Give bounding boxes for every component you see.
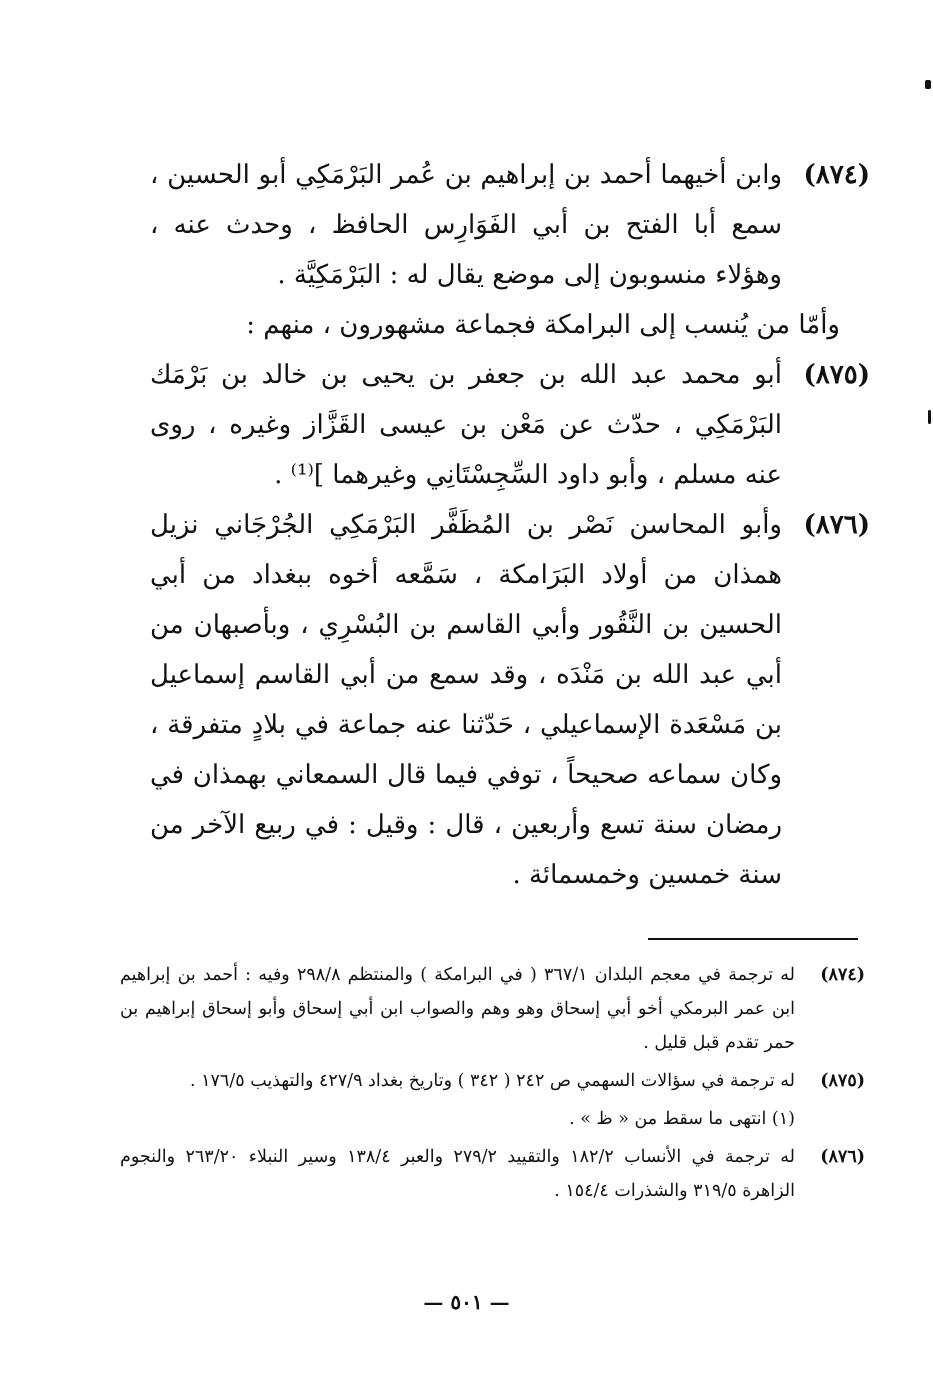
entry-874 xyxy=(150,150,870,300)
footnote-number: (٨٧٤) xyxy=(820,965,865,985)
page-number: — ٥٠١ — xyxy=(423,1290,510,1314)
footnote-text: له ترجمة في سؤالات السهمي ص ٢٤٢ ( ٣٤٢ ) وتاريخ بغداد ٤٢٧/٩ والتهذيب ١٧٦/٥ . xyxy=(189,1071,795,1091)
entry-number: (٨٧٦) xyxy=(803,510,870,540)
entry-text: أبو محمد عبد الله بن جعفر بن يحيى بن خالد بن بَرْمَك البَرْمَكِي ، حدّث عن مَعْن بن عيسى القَزَّاز وغيره ، روى عنه مسلم ، وأبو داود السِّجِسْتَانِي وغيرهما ]⁽¹⁾ . xyxy=(150,360,782,490)
intro-paragraph xyxy=(150,300,870,350)
footnote-876 xyxy=(120,1140,865,1208)
footnote-text: له ترجمة في الأنساب ١٨٢/٢ والتقييد ٢٧٩/٢ والعبر ١٣٨/٤ وسير النبلاء ٢٦٣/٢٠ والنجوم الزاهرة ٣١٩/٥ والشذرات ١٥٤/٤ . xyxy=(120,1147,795,1201)
footnotes xyxy=(120,958,865,1212)
footnote-875 xyxy=(120,1064,865,1098)
footnote-874 xyxy=(120,958,865,1060)
footnote-1 xyxy=(120,1102,865,1136)
paragraph-text: وأمّا من يُنسب إلى البرامكة فجماعة مشهورون ، منهم : xyxy=(246,310,840,340)
entry-text: وأبو المحاسن نَصْر بن المُظَفَّر البَرْمَكِي الجُرْجَاني نزيل همذان من أولاد البَرَامكة ، سَمَّعه أخوه ببغداد من أبي الحسين بن النَّقُور وأبي القاسم بن البُسْرِي ، وبأصبهان من أبي عبد الله بن مَنْدَه ، وقد سمع من أبي القاسم إسماعيل بن مَسْعَدة الإسماعيلي ، حَدّثنا عنه جماعة في بلادٍ متفرقة ، وكان سماعه صحيحاً ، توفي فيما قال السمعاني بهمذان في رمضان سنة تسع وأربعين ، قال : وقيل : في ربيع الآخر من سنة خمسين وخمسمائة . xyxy=(150,510,782,890)
footnote-text: (١) انتهى ما سقط من « ظ » . xyxy=(569,1109,795,1129)
main-text xyxy=(150,150,870,900)
entry-876 xyxy=(150,500,870,900)
footnote-text: له ترجمة في معجم البلدان ٣٦٧/١ ( في البرامكة ) والمنتظم ٢٩٨/٨ وفيه : أحمد بن إبراهيم ابن عمر البرمكي أخو أبي إسحاق وهو وهم والصواب ابن أبي إسحاق وأبو إسحاق إبراهيم بن حمر تقدم قبل قليل . xyxy=(120,965,795,1053)
entry-number: (٨٧٤) xyxy=(803,160,870,190)
margin-mark xyxy=(928,410,931,424)
entry-text: وابن أخيهما أحمد بن إبراهيم بن عُمر البَرْمَكِي أبو الحسين ، سمع أبا الفتح بن أبي الفَوَارِس الحافظ ، وحدث عنه ، وهؤلاء منسوبون إلى موضع يقال له : البَرْمَكِيَّة . xyxy=(150,160,782,290)
footnote-separator xyxy=(648,938,858,940)
footnote-number: (٨٧٦) xyxy=(820,1147,865,1167)
entry-number: (٨٧٥) xyxy=(803,360,870,390)
margin-mark xyxy=(925,80,931,89)
entry-875 xyxy=(150,350,870,500)
footnote-number: (٨٧٥) xyxy=(820,1071,865,1091)
